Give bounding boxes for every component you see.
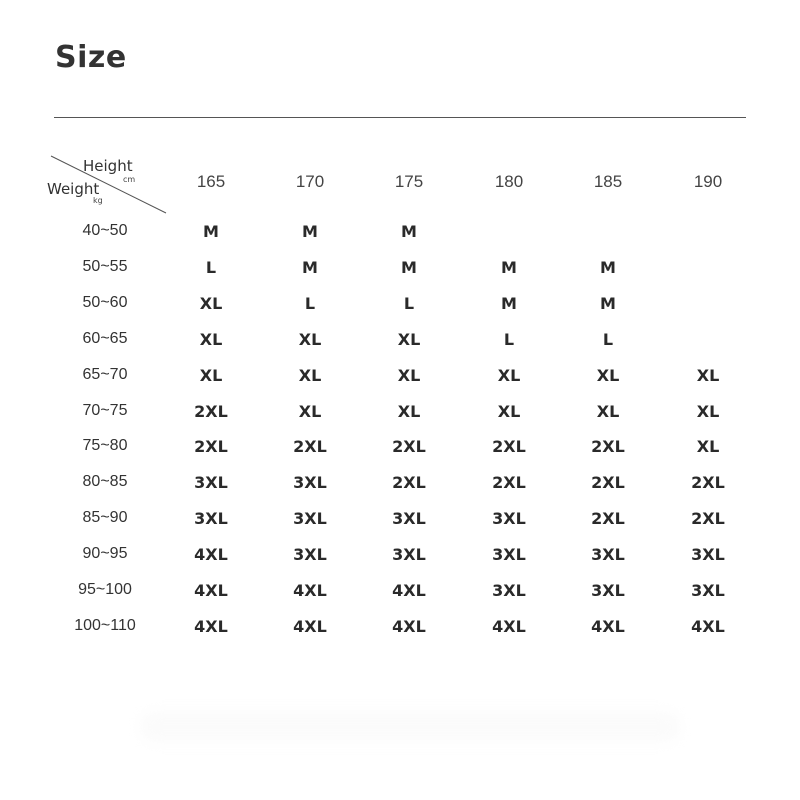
size-cell: 3XL — [293, 473, 327, 492]
size-cell: 4XL — [194, 545, 228, 564]
size-cell: 4XL — [691, 617, 725, 636]
size-cell: XL — [596, 402, 620, 421]
size-cell: 3XL — [691, 545, 725, 564]
size-cell: 3XL — [591, 545, 625, 564]
height-header-0: 165 — [196, 172, 226, 191]
size-cell: 3XL — [492, 581, 526, 600]
size-cell: 4XL — [293, 617, 327, 636]
size-cell: M — [203, 222, 219, 241]
weight-range-label: 65~70 — [82, 366, 128, 383]
size-cell: 3XL — [392, 545, 426, 564]
size-cell: 3XL — [293, 545, 327, 564]
weight-range-label: 85~90 — [82, 509, 128, 526]
size-cell: 2XL — [492, 437, 526, 456]
size-cell: 3XL — [591, 581, 625, 600]
size-cell: M — [401, 258, 417, 277]
weight-range-label: 40~50 — [82, 222, 128, 239]
size-cell: XL — [199, 330, 223, 349]
size-cell: L — [205, 258, 217, 277]
size-cell: XL — [497, 366, 521, 385]
weight-range-label: 50~55 — [82, 258, 128, 275]
size-cell: L — [304, 294, 316, 313]
size-cell: XL — [199, 294, 223, 313]
size-cell: 2XL — [194, 402, 228, 421]
size-cell: 2XL — [691, 473, 725, 492]
size-cell: M — [501, 258, 517, 277]
weight-range-label: 100~110 — [74, 617, 136, 634]
size-cell: 2XL — [591, 473, 625, 492]
size-cell: 2XL — [293, 437, 327, 456]
size-cell: 3XL — [293, 509, 327, 528]
height-header-4: 185 — [593, 172, 623, 191]
size-cell: 3XL — [691, 581, 725, 600]
size-cell: 2XL — [691, 509, 725, 528]
size-cell: M — [501, 294, 517, 313]
size-cell: 2XL — [492, 473, 526, 492]
size-cell: 4XL — [392, 617, 426, 636]
size-cell: XL — [397, 366, 421, 385]
size-cell: 2XL — [392, 473, 426, 492]
weight-range-label: 90~95 — [82, 545, 128, 562]
height-header-5: 190 — [693, 172, 723, 191]
faded-footer — [140, 712, 680, 742]
size-cell: XL — [199, 366, 223, 385]
size-cell: 3XL — [194, 509, 228, 528]
size-cell: L — [503, 330, 515, 349]
height-header-3: 180 — [494, 172, 524, 191]
weight-range-label: 60~65 — [82, 330, 128, 347]
height-header-1: 170 — [295, 172, 325, 191]
size-cell: M — [600, 258, 616, 277]
size-cell: XL — [497, 402, 521, 421]
size-cell: XL — [298, 402, 322, 421]
size-cell: L — [403, 294, 415, 313]
size-cell: M — [302, 222, 318, 241]
size-cell: M — [302, 258, 318, 277]
page-title: Size — [55, 40, 127, 75]
size-cell: 2XL — [591, 509, 625, 528]
weight-range-label: 50~60 — [82, 294, 128, 311]
size-cell: XL — [397, 402, 421, 421]
size-cell: M — [600, 294, 616, 313]
title-divider — [54, 117, 746, 118]
size-cell: 3XL — [492, 509, 526, 528]
size-cell: 4XL — [194, 581, 228, 600]
size-cell: 2XL — [591, 437, 625, 456]
size-cell: M — [401, 222, 417, 241]
size-cell: 3XL — [194, 473, 228, 492]
size-cell: XL — [696, 437, 720, 456]
size-cell: 4XL — [591, 617, 625, 636]
height-unit-label: cm — [123, 175, 136, 184]
height-header-2: 175 — [394, 172, 424, 191]
size-cell: 2XL — [194, 437, 228, 456]
weight-unit-label: kg — [93, 196, 103, 205]
weight-axis-label: Weight — [47, 180, 100, 198]
size-cell: 3XL — [492, 545, 526, 564]
size-cell: XL — [298, 366, 322, 385]
weight-range-label: 80~85 — [82, 473, 128, 490]
size-cell: L — [602, 330, 614, 349]
weight-range-label: 70~75 — [82, 402, 128, 419]
size-cell: XL — [397, 330, 421, 349]
size-cell: 3XL — [392, 509, 426, 528]
size-cell: XL — [696, 366, 720, 385]
size-cell: XL — [696, 402, 720, 421]
weight-range-label: 95~100 — [78, 581, 132, 598]
size-cell: 4XL — [293, 581, 327, 600]
size-cell: XL — [596, 366, 620, 385]
weight-range-label: 75~80 — [82, 437, 128, 454]
size-cell: XL — [298, 330, 322, 349]
size-cell: 4XL — [194, 617, 228, 636]
size-cell: 2XL — [392, 437, 426, 456]
size-cell: 4XL — [392, 581, 426, 600]
height-axis-label: Height — [83, 157, 133, 175]
table-corner-header — [45, 152, 170, 217]
size-cell: 4XL — [492, 617, 526, 636]
